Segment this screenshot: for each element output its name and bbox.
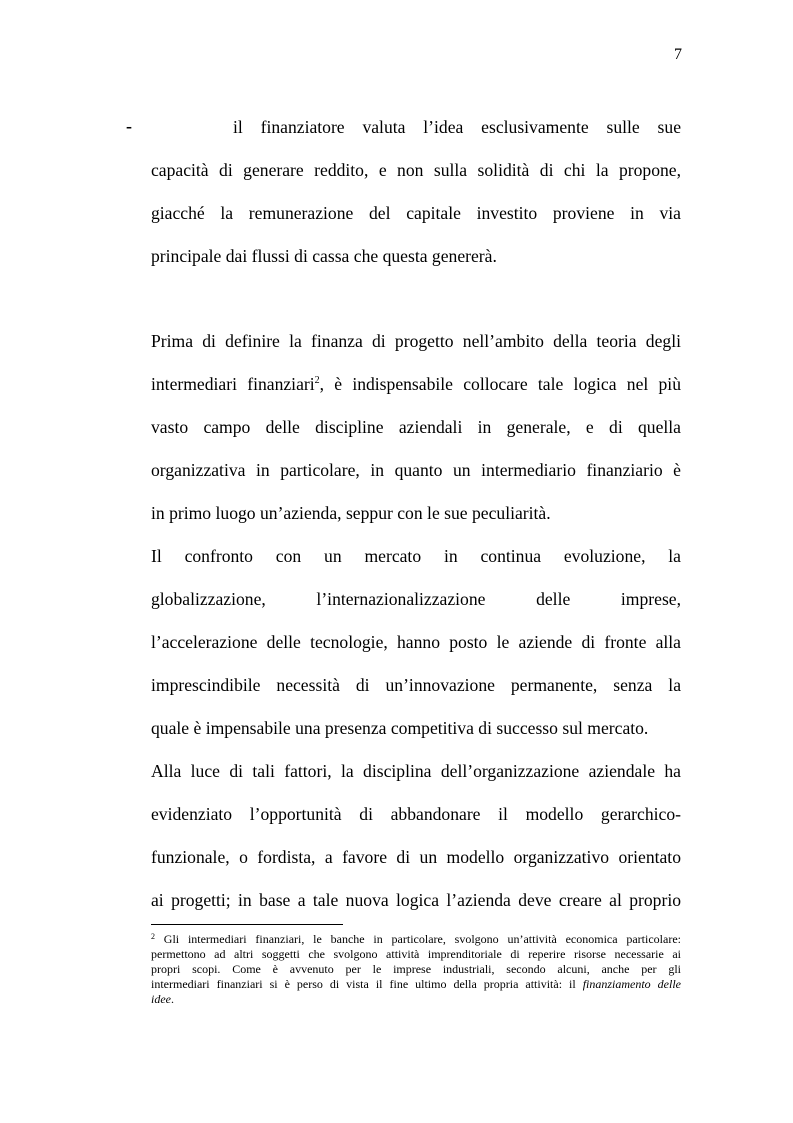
footnote-separator <box>151 924 343 925</box>
paragraph-line: vasto campo delle discipline aziendali in generale, e di quella <box>151 417 681 437</box>
paragraph-line: l’accelerazione delle tecnologie, hanno posto le aziende di fronte alla <box>151 632 681 652</box>
footnote-line: propri scopi. Come è avvenuto per le imprese industriali, secondo alcuni, anche per gli <box>151 962 681 976</box>
bullet-line: il finanziatore valuta l’idea esclusivamente sulle sue <box>233 117 681 137</box>
paragraph-line: in primo luogo un’azienda, seppur con le sue peculiarità. <box>151 503 551 523</box>
footnote-line <box>151 932 681 947</box>
bullet-line: principale dai flussi di cassa che questa genererà. <box>151 246 497 266</box>
paragraph-line: funzionale, o fordista, a favore di un modello organizzativo orientato <box>151 847 681 867</box>
paragraph-line: globalizzazione, l’internazionalizzazione delle imprese, <box>151 589 681 609</box>
bullet-line: giacché la remunerazione del capitale investito proviene in via <box>151 203 681 223</box>
bullet-line: capacità di generare reddito, e non sulla solidità di chi la propone, <box>151 160 681 180</box>
text: Gli intermediari finanziari, le banche in particolare, svolgono un’attività economica particolare: <box>155 932 681 946</box>
footnote-line: permettono ad altri soggetti che svolgono attività imprenditoriale di reperire risorse necessarie ai <box>151 947 681 961</box>
bullet-dash: - <box>126 116 132 136</box>
paragraph-line: organizzativa in particolare, in quanto un intermediario finanziario è <box>151 460 681 480</box>
text: intermediari finanziari <box>151 374 315 394</box>
paragraph-line: Prima di definire la finanza di progetto nell’ambito della teoria degli <box>151 331 681 351</box>
paragraph-line: evidenziato l’opportunità di abbandonare il modello gerarchico- <box>151 804 681 824</box>
italic-text: finanziamento delle <box>582 977 681 991</box>
paragraph-line: imprescindibile necessità di un’innovazione permanente, senza la <box>151 675 681 695</box>
paragraph-line: Il confronto con un mercato in continua evoluzione, la <box>151 546 681 566</box>
paragraph-line <box>151 373 681 395</box>
footnote-line <box>151 977 681 992</box>
paragraph-line: ai progetti; in base a tale nuova logica l’azienda deve creare al proprio <box>151 890 681 910</box>
footnote-line <box>151 992 681 1007</box>
footnote-ref: 2 <box>314 375 320 386</box>
footnote-number: 2 <box>151 932 155 941</box>
page-number: 7 <box>674 46 682 63</box>
text: intermediari finanziari si è perso di vista il fine ultimo della propria attività: il <box>151 977 583 991</box>
italic-text: idee <box>151 992 171 1006</box>
text: , è indispensabile collocare tale logica nel più <box>319 374 681 394</box>
paragraph-line: Alla luce di tali fattori, la disciplina dell’organizzazione aziendale ha <box>151 761 681 781</box>
text: . <box>171 992 174 1006</box>
paragraph-line: quale è impensabile una presenza competitiva di successo sul mercato. <box>151 718 649 738</box>
